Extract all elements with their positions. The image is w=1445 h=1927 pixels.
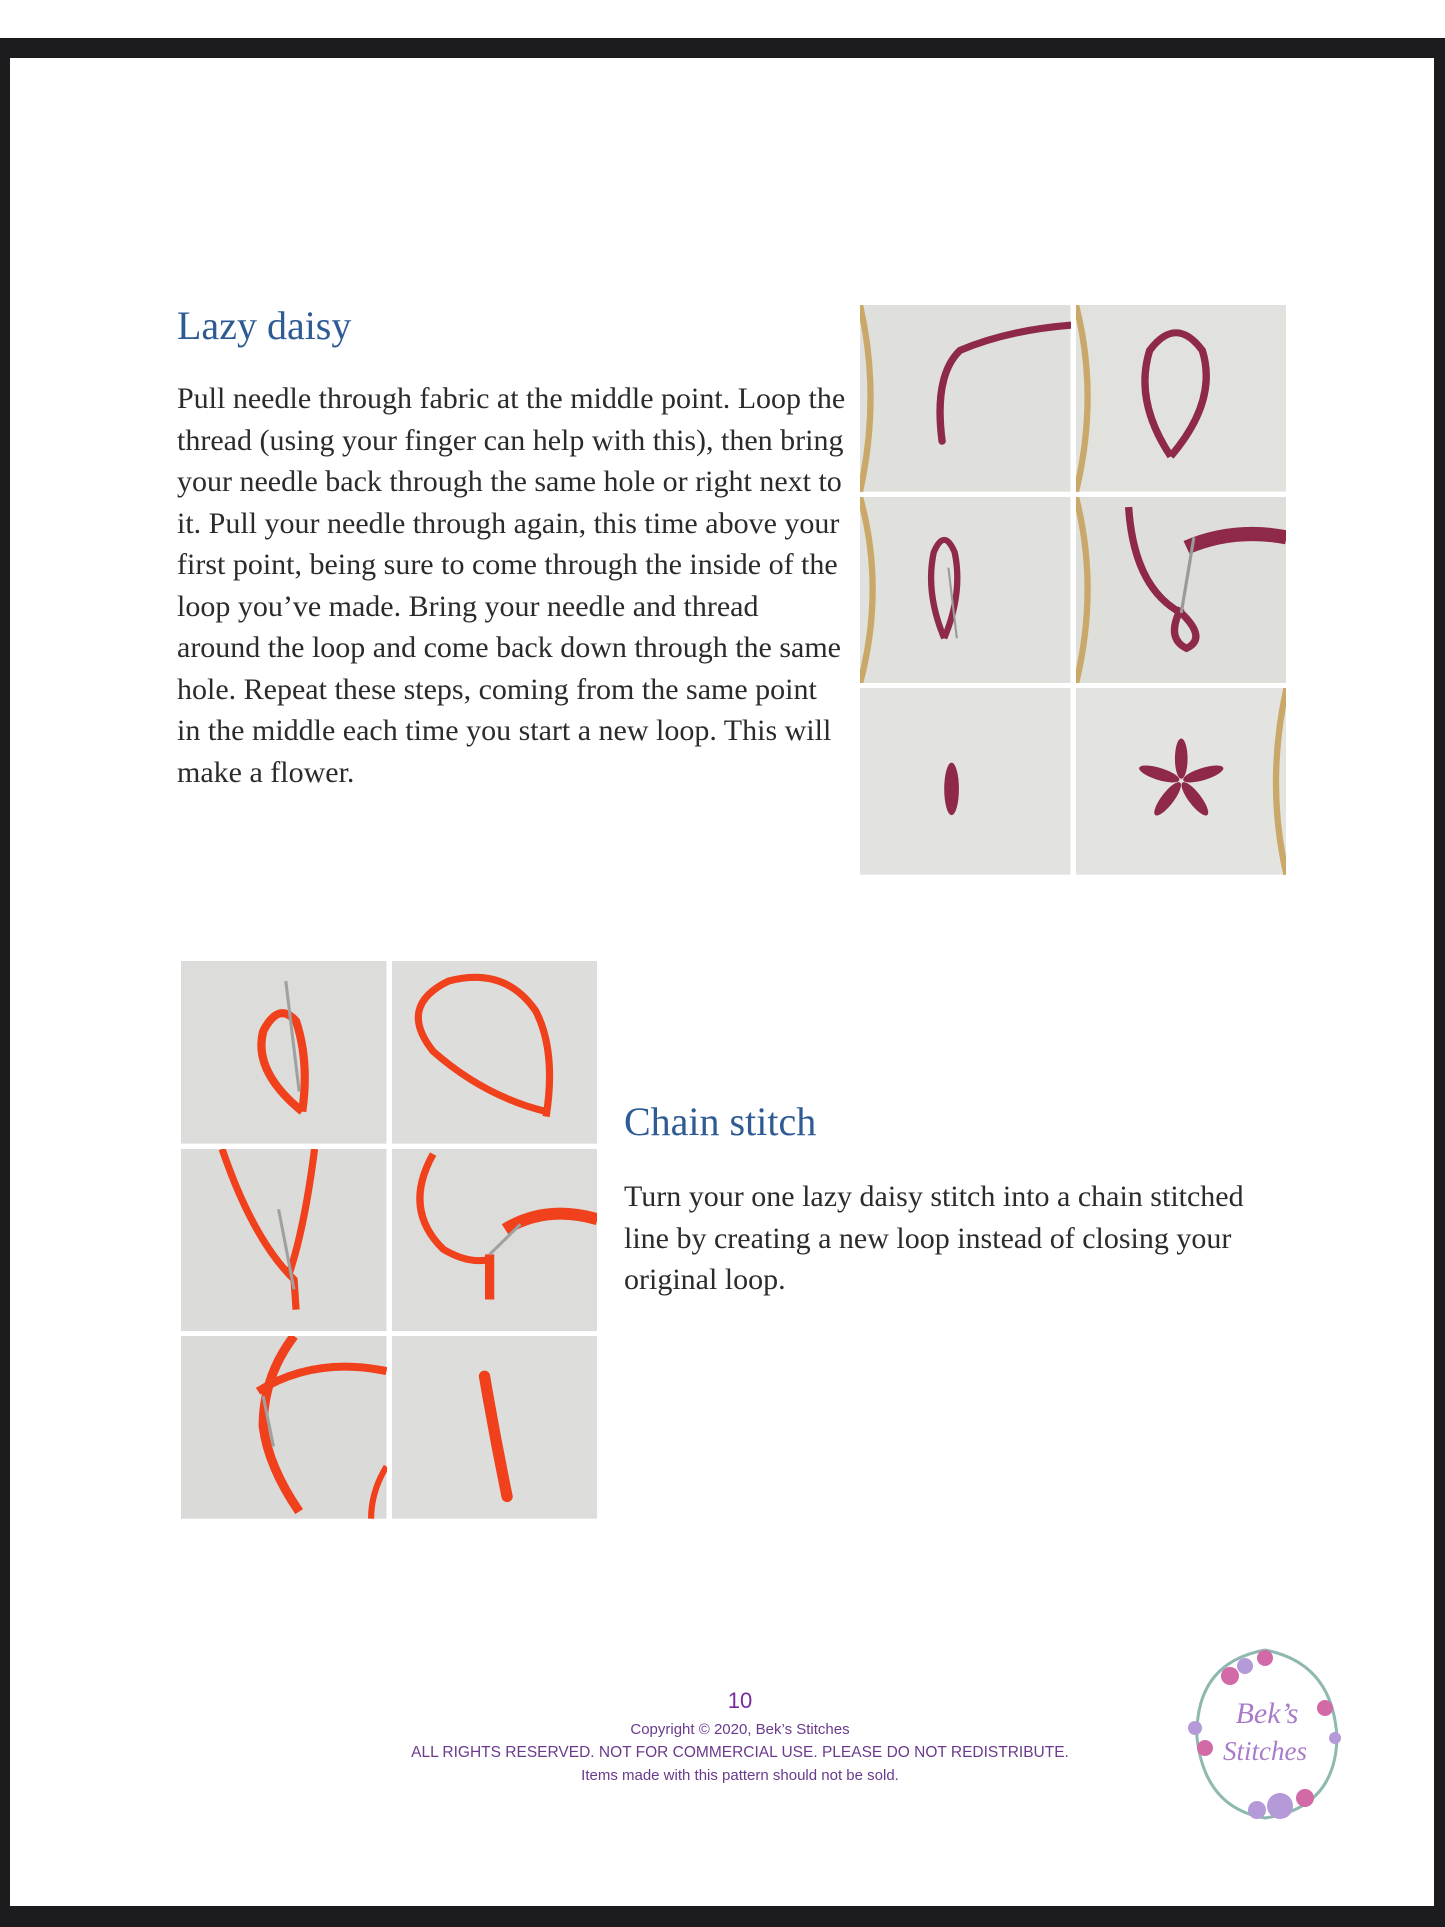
copyright-notice: Copyright © 2020, Bek’s Stitches <box>630 1721 850 1738</box>
chain-stitch-instructions: Turn your one lazy daisy stitch into a chain stitched line by creating a new loop instead of closing your original loop. <box>624 1180 1244 1296</box>
top-bar <box>0 0 1445 38</box>
chain-stitch-step-6-photo <box>392 1336 598 1519</box>
lazy-daisy-instructions: Pull needle through fabric at the middle point. Loop the thread (using your finger can help with this), then bring your needle back through the same hole or right next to it. Pull your needle through again, this time above your first point, being sure to come through the inside of the loop you’ve made. Bring your needle and thread around the loop and come back down through the same hole. Repeat these steps, coming from the same point in the middle each time you start a new loop. This will make a flower. <box>177 382 846 789</box>
pattern-usage-note: Items made with this pattern should not be sold. <box>581 1767 899 1784</box>
page-number: 10 <box>727 1688 753 1713</box>
lazy-daisy-step-1-photo <box>860 305 1071 492</box>
lazy-daisy-step-3-photo <box>860 497 1071 684</box>
lazy-daisy-heading: Lazy daisy <box>177 303 352 348</box>
viewer-frame <box>0 38 1445 58</box>
chain-stitch-photo-grid <box>181 961 597 1519</box>
chain-stitch-step-2-photo <box>392 961 598 1144</box>
logo-text-line-1: Bek’s <box>1235 1697 1299 1730</box>
rights-notice: ALL RIGHTS RESERVED. NOT FOR COMMERCIAL USE. PLEASE DO NOT REDISTRIBUTE. <box>411 1744 1069 1761</box>
lazy-daisy-step-2-photo <box>1076 305 1287 492</box>
chain-stitch-step-5-photo <box>181 1336 387 1519</box>
chain-stitch-step-1-photo <box>181 961 387 1144</box>
lazy-daisy-photo-grid <box>860 305 1286 875</box>
document-page <box>10 58 1434 1906</box>
beks-stitches-logo <box>1175 1638 1355 1833</box>
lazy-daisy-step-6-photo <box>1076 688 1287 875</box>
chain-stitch-step-3-photo <box>181 1149 387 1332</box>
chain-stitch-step-4-photo <box>392 1149 598 1332</box>
logo-text-line-2: Stitches <box>1223 1736 1307 1766</box>
chain-stitch-heading: Chain stitch <box>624 1099 817 1144</box>
lazy-daisy-step-5-photo <box>860 688 1071 875</box>
lazy-daisy-step-4-photo <box>1076 497 1287 684</box>
